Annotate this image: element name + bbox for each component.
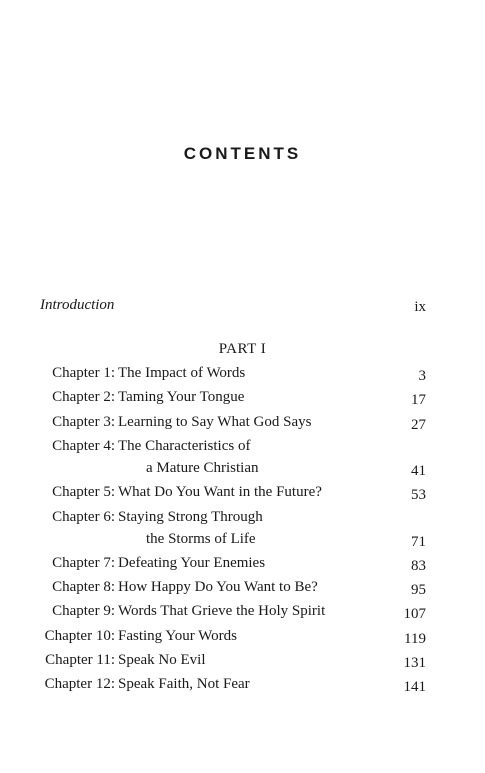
- chapter-label: Chapter 2:: [52, 389, 115, 406]
- chapter-title-line: Speak Faith, Not Fear: [118, 676, 250, 693]
- chapter-label: Chapter 7:: [52, 554, 115, 571]
- chapter-label: Chapter 12:: [44, 676, 115, 693]
- chapter-page-number: 83: [411, 557, 426, 574]
- chapter-title-line: Staying Strong Through: [118, 508, 263, 525]
- chapter-title: [118, 438, 258, 477]
- chapter-label: Chapter 9:: [52, 603, 115, 620]
- chapter-title-line: Taming Your Tongue: [118, 389, 245, 406]
- chapter-title-line: Words That Grieve the Holy Spirit: [118, 603, 326, 620]
- chapter-label: Chapter 1:: [52, 365, 115, 381]
- chapter-title: [118, 628, 237, 645]
- chapter-title-line: Speak No Evil: [118, 652, 206, 668]
- chapter-page-number: 17: [411, 392, 426, 409]
- chapter-title-line: How Happy Do You Want to Be?: [118, 579, 318, 596]
- chapter-page-number: 107: [403, 606, 426, 623]
- part-heading: PART I: [218, 341, 267, 357]
- chapter-title: [118, 389, 244, 406]
- chapter-label: Chapter 5:: [52, 484, 115, 501]
- chapter-title: [118, 484, 322, 501]
- chapter-title-line: The Characteristics of: [118, 437, 251, 454]
- chapter-page-number: 141: [403, 679, 426, 696]
- chapter-label: Chapter 4:: [52, 437, 115, 454]
- chapter-title-line: Fasting Your Words: [118, 627, 237, 644]
- contents-heading: CONTENTS: [183, 144, 302, 163]
- chapter-title-line: the Storms of Life: [146, 530, 256, 547]
- introduction-page-number: ix: [414, 299, 426, 315]
- chapter-page-number: 3: [418, 368, 426, 384]
- chapter-page-number: 53: [411, 487, 426, 504]
- chapter-label: Chapter 3:: [52, 413, 115, 430]
- chapter-page-number: 95: [411, 582, 426, 599]
- chapter-label: Chapter 6:: [52, 508, 115, 525]
- chapter-title: [118, 414, 311, 431]
- introduction-title: Introduction: [40, 297, 115, 313]
- chapter-page-number: 71: [411, 533, 426, 550]
- chapter-title: [118, 365, 245, 382]
- chapter-title-line: Learning to Say What God Says: [118, 413, 312, 430]
- chapter-title-line: The Impact of Words: [118, 365, 246, 381]
- chapter-title-line: Defeating Your Enemies: [118, 554, 266, 571]
- chapter-page-number: 119: [404, 630, 426, 647]
- chapter-label: Chapter 8:: [52, 579, 115, 596]
- chapter-title: [118, 652, 206, 669]
- chapter-title-line: What Do You Want in the Future?: [118, 484, 322, 501]
- chapter-title: [118, 509, 263, 548]
- chapter-page-number: 41: [411, 462, 426, 479]
- chapter-title: [118, 579, 318, 596]
- chapter-label: Chapter 11:: [45, 652, 115, 668]
- chapter-page-number: 27: [411, 416, 426, 433]
- chapter-page-number: 131: [403, 655, 426, 671]
- chapter-label: Chapter 10:: [44, 627, 115, 644]
- chapter-title: [118, 676, 250, 693]
- chapter-title: [118, 555, 265, 572]
- chapter-title-line: a Mature Christian: [146, 459, 259, 476]
- chapter-title: [118, 603, 325, 620]
